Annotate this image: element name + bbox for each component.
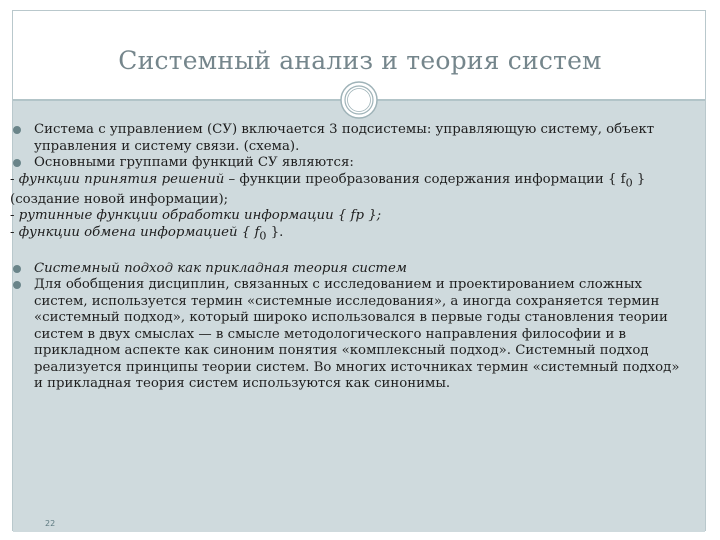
bullet-icon (13, 126, 21, 134)
list-item (10, 122, 690, 155)
function-desc: – функции преобразования содержания информации { f (224, 171, 626, 187)
subscript: 0 (259, 229, 267, 243)
function-desc-end: } (создание новой информации); (10, 171, 646, 207)
subscript: 0 (625, 176, 633, 190)
list-item (10, 155, 690, 172)
slide-content (10, 122, 690, 393)
bullet-icon (13, 159, 21, 167)
bullet-icon (13, 281, 21, 289)
list-item-text: Системный подход как прикладная теория систем (34, 260, 407, 276)
list-item-text: Основными группами функций СУ являются: (34, 155, 354, 170)
bullet-icon (13, 265, 21, 273)
circle-ornament-icon (340, 81, 378, 119)
page-number: 22 (45, 519, 56, 528)
function-line-3 (10, 225, 690, 245)
bullet-list-2 (10, 261, 690, 393)
bullet-list-1 (10, 122, 690, 172)
function-desc-end: }. (266, 224, 284, 240)
spacer (10, 245, 690, 261)
slide-title: Системный анализ и теория систем (118, 46, 602, 75)
list-item (10, 261, 690, 278)
function-line-2: - рутинные функции обработки информации { fp }; (10, 208, 382, 224)
function-label: - функции обмена информацией { f (10, 224, 260, 240)
function-label: - функции принятия решений (10, 171, 225, 187)
list-item-text: Для обобщения дисциплин, связанных с исследованием и проектированием сложных систем, используется термин «системные исследования», а иногда сохраняется термин «системный подход», который широко использовался в первые годы становления теории систем в двух смыслах — в смысле методологического направления философии и в прикладном аспекте как синоним понятия «комплексный подход». Системный подход реализуется принципы теории систем. Во многих источниках термин «системный подход» и прикладная теория систем используются как синонимы. (34, 277, 680, 392)
function-line-1 (10, 172, 690, 209)
list-item-text: Система с управлением (СУ) включается 3 подсистемы: управляющую систему, объект управления и систему связи. (схема). (34, 122, 655, 154)
list-item (10, 277, 690, 393)
